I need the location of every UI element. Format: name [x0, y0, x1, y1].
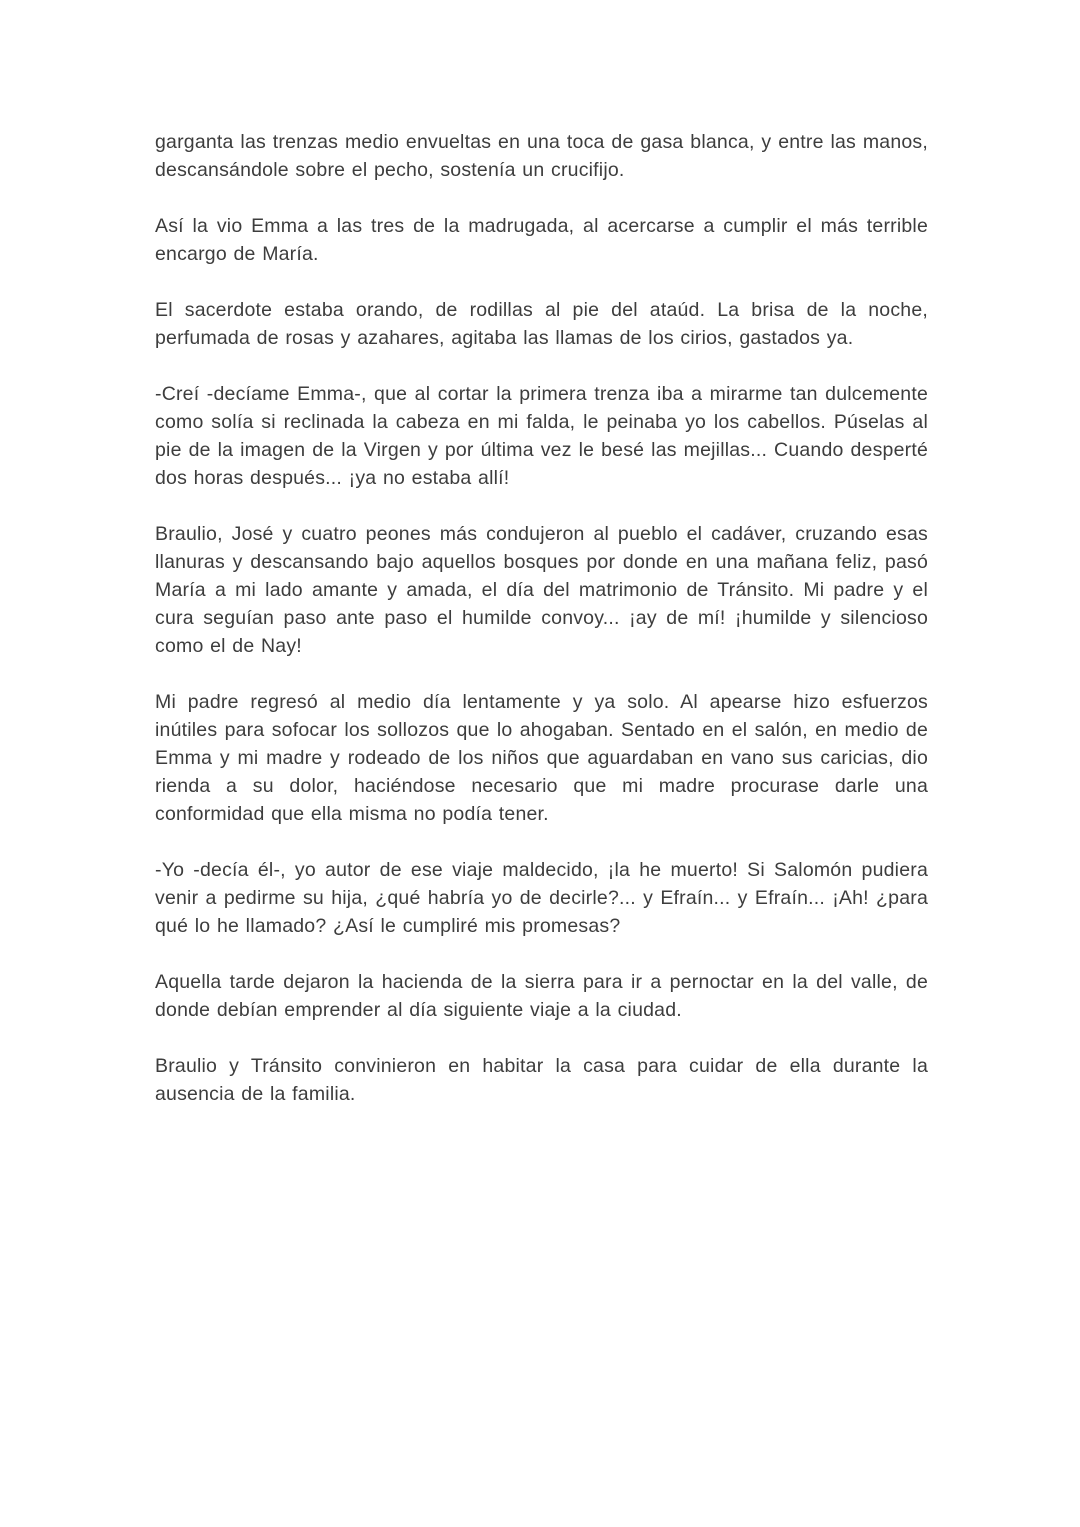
- paragraph: -Yo -decía él-, yo autor de ese viaje maldecido, ¡la he muerto! Si Salomón pudiera venir a pedirme su hija, ¿qué habría yo de decirle?... y Efraín... y Efraín... ¡Ah! ¿para qué lo he llamado? ¿Así le cumpliré mis promesas?: [155, 859, 928, 937]
- paragraph: Aquella tarde dejaron la hacienda de la sierra para ir a pernoctar en la del valle, de donde debían emprender al día siguiente viaje a la ciudad.: [155, 971, 928, 1021]
- paragraph: Mi padre regresó al medio día lentamente y ya solo. Al apearse hizo esfuerzos inútiles para sofocar los sollozos que lo ahogaban. Sentado en el salón, en medio de Emma y mi madre y rodeado de los niños que aguardaban en vano sus caricias, dio rienda a su dolor, haciéndose necesario que mi madre procurase darle una conformidad que ella misma no podía tener.: [155, 691, 928, 825]
- paragraph: El sacerdote estaba orando, de rodillas al pie del ataúd. La brisa de la noche, perfumada de rosas y azahares, agitaba las llamas de los cirios, gastados ya.: [155, 299, 928, 349]
- paragraph: Braulio, José y cuatro peones más condujeron al pueblo el cadáver, cruzando esas llanuras y descansando bajo aquellos bosques por donde en una mañana feliz, pasó María a mi lado amante y amada, el día del matrimonio de Tránsito. Mi padre y el cura seguían paso ante paso el humilde convoy... ¡ay de mí! ¡humilde y silencioso como el de Nay!: [155, 523, 928, 657]
- paragraph: Así la vio Emma a las tres de la madrugada, al acercarse a cumplir el más terrible encargo de María.: [155, 215, 928, 265]
- paragraph: -Creí -decíame Emma-, que al cortar la primera trenza iba a mirarme tan dulcemente como solía si reclinada la cabeza en mi falda, le peinaba yo los cabellos. Púselas al pie de la imagen de la Virgen y por última vez le besé las mejillas... Cuando desperté dos horas después... ¡ya no estaba allí!: [155, 383, 928, 489]
- paragraph: Braulio y Tránsito convinieron en habitar la casa para cuidar de ella durante la ausencia de la familia.: [155, 1055, 928, 1105]
- paragraph: garganta las trenzas medio envueltas en una toca de gasa blanca, y entre las manos, descansándole sobre el pecho, sostenía un crucifijo.: [155, 131, 928, 181]
